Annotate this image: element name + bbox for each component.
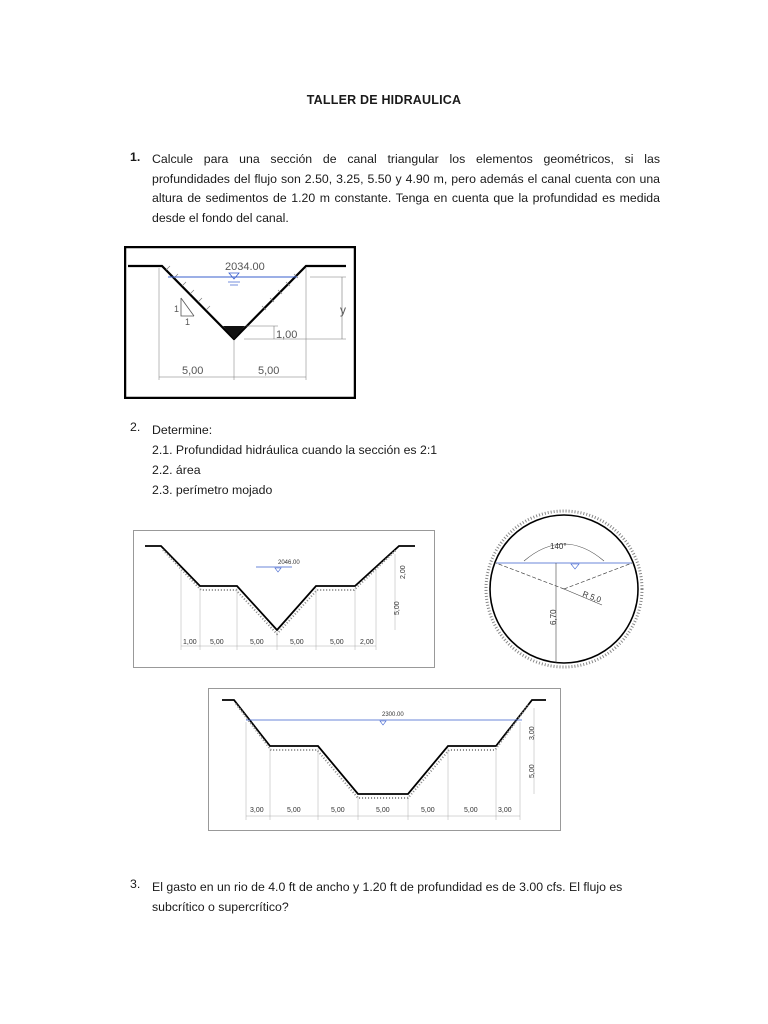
question-2-number: 2. <box>130 420 141 434</box>
width-2-label: 5,00 <box>210 639 224 646</box>
width-4-label: 5,00 <box>290 639 304 646</box>
slope-vertical-label: 1 <box>174 304 180 314</box>
width-3-label: 5,00 <box>250 639 264 646</box>
elevation-label: 2046.00 <box>278 560 300 566</box>
width-7-label: 3,00 <box>498 807 512 814</box>
document-title: TALLER DE HIDRAULICA <box>306 93 462 107</box>
width-1-label: 1,00 <box>183 639 197 646</box>
figure-compound-channel <box>133 530 435 668</box>
question-3-number: 3. <box>130 877 141 891</box>
width-1-label: 3,00 <box>250 807 264 814</box>
width-6-label: 5,00 <box>464 807 478 814</box>
left-width-label: 5,00 <box>182 365 204 377</box>
depth-label: 6,70 <box>549 609 558 625</box>
sediment-height-label: 1,00 <box>276 329 298 341</box>
width-5-label: 5,00 <box>330 639 344 646</box>
width-5-label: 5,00 <box>421 807 435 814</box>
elevation-label: 2300.00 <box>382 712 404 718</box>
question-1-number: 1. <box>130 150 141 164</box>
question-2-item-2: 2.2. área <box>152 463 201 477</box>
elevation-label: 2034.00 <box>225 261 265 273</box>
right-width-label: 5,00 <box>258 365 280 377</box>
angle-label: 140° <box>550 542 567 551</box>
question-1-text: Calcule para una sección de canal triangular los elementos geométricos, si las profundidades del flujo son 2.50, 3.25, 5.50 y 4.90 m, pero además el canal cuenta con una altura de sedimentos de 1.20 m constante. Tenga en cuenta que la profundidad es medida desde el fondo del canal. <box>152 152 660 225</box>
question-2-heading: Determine: <box>152 423 213 437</box>
figure-triangular-channel <box>124 246 356 399</box>
question-3-text-line-1: El gasto en un rio de 4.0 ft de ancho y 1.20 ft de profundidad es de 3.00 cfs. El flujo es <box>152 880 623 894</box>
figure-trapezoidal-compound-channel <box>208 688 561 831</box>
radius-label: R 5,0 <box>581 589 603 605</box>
height-1-label: 3,00 <box>529 726 536 740</box>
figure-circular-conduit <box>484 509 644 669</box>
height-2-label: 5,00 <box>394 601 401 615</box>
width-2-label: 5,00 <box>287 807 301 814</box>
question-2-item-3: 2.3. perímetro mojado <box>152 483 273 497</box>
height-2-label: 5,00 <box>529 764 536 778</box>
question-3-text-line-2: subcrítico o supercrítico? <box>152 900 289 914</box>
width-6-label: 2,00 <box>360 639 374 646</box>
height-1-label: 2,00 <box>400 565 407 579</box>
y-label: y <box>340 303 346 317</box>
width-4-label: 5,00 <box>376 807 390 814</box>
question-2-item-1: 2.1. Profundidad hidráulica cuando la sección es 2:1 <box>152 443 438 457</box>
width-3-label: 5,00 <box>331 807 345 814</box>
slope-horizontal-label: 1 <box>185 317 191 327</box>
